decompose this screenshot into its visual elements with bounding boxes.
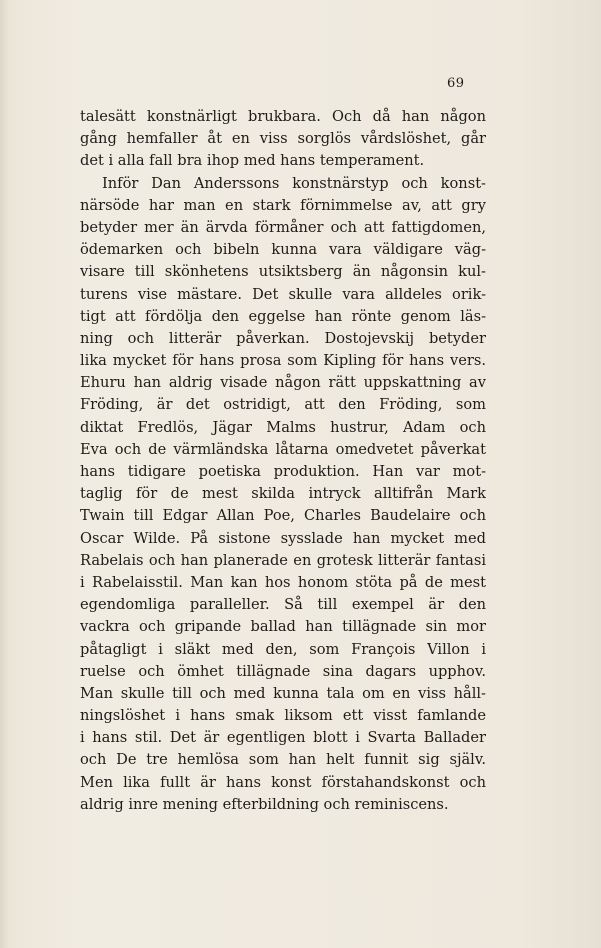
text-line: diktat Fredlös, Jägar Malms hustrur, Adam och bbox=[80, 418, 486, 436]
text-line: ning och litterär påverkan. Dostojevskij betyder bbox=[80, 329, 486, 347]
text-line: Inför Dan Anderssons konstnärstyp och konst- bbox=[102, 174, 486, 192]
page-number: 69 bbox=[447, 76, 465, 91]
text-line: Man skulle till och med kunna tala om en viss håll- bbox=[80, 684, 486, 702]
text-line: vackra och gripande ballad han tillägnade sin mor bbox=[80, 618, 486, 636]
text-line: Rabelais och han planerade en grotesk litterär fantasi bbox=[80, 551, 486, 569]
text-line: turens vise mästare. Det skulle vara alldeles orik- bbox=[80, 285, 486, 303]
text-line: visare till skönhetens utsiktsberg än någonsin kul- bbox=[80, 263, 486, 281]
text-line: aldrig inre mening efterbildning och reminiscens. bbox=[80, 795, 449, 813]
text-line: taglig för de mest skilda intryck alltifrån Mark bbox=[80, 485, 486, 503]
text-line: ödemarken och bibeln kunna vara väldigare väg- bbox=[80, 241, 486, 259]
text-line: Fröding, är det ostridigt, att den Fröding, som bbox=[80, 396, 486, 414]
text-line: Oscar Wilde. På sistone sysslade han mycket med bbox=[80, 529, 486, 547]
text-line: i hans stil. Det är egentligen blott i Svarta Ballader bbox=[80, 729, 486, 747]
text-line: Ehuru han aldrig visade någon rätt uppskattning av bbox=[80, 374, 486, 392]
body-text bbox=[80, 106, 486, 816]
text-line: tigt att fördölja den eggelse han rönte genom läs- bbox=[80, 307, 486, 325]
text-line: betyder mer än ärvda förmåner och att fattigdomen, bbox=[80, 218, 486, 236]
text-line: i Rabelaisstil. Man kan hos honom stöta på de mest bbox=[80, 573, 486, 591]
text-line: hans tidigare poetiska produktion. Han var mot- bbox=[80, 463, 486, 480]
text-line: lika mycket för hans prosa som Kipling för hans vers. bbox=[80, 352, 486, 370]
text-line: det i alla fall bra ihop med hans temperament. bbox=[80, 152, 425, 170]
text-line: Eva och de värmländska låtarna omedvetet påverkat bbox=[80, 440, 486, 458]
text-line: närsöde har man en stark förnimmelse av, att gry bbox=[80, 196, 486, 214]
text-line: Twain till Edgar Allan Poe, Charles Baudelaire och bbox=[80, 507, 486, 525]
text-line: egendomliga paralleller. Så till exempel är den bbox=[80, 596, 486, 614]
text-line: och De tre hemlösa som han helt funnit sig själv. bbox=[80, 751, 486, 769]
text-line: ruelse och ömhet tillägnade sina dagars upphov. bbox=[80, 662, 486, 680]
text-line: Men lika fullt är hans konst förstahandskonst och bbox=[80, 773, 486, 791]
text-line: påtagligt i släkt med den, som François Villon i bbox=[80, 640, 486, 658]
text-line: ningslöshet i hans smak liksom ett visst famlande bbox=[80, 707, 486, 725]
text-line: talesätt konstnärligt brukbara. Och då han någon bbox=[80, 108, 486, 125]
text-line: gång hemfaller åt en viss sorglös vårdslöshet, går bbox=[80, 130, 486, 148]
